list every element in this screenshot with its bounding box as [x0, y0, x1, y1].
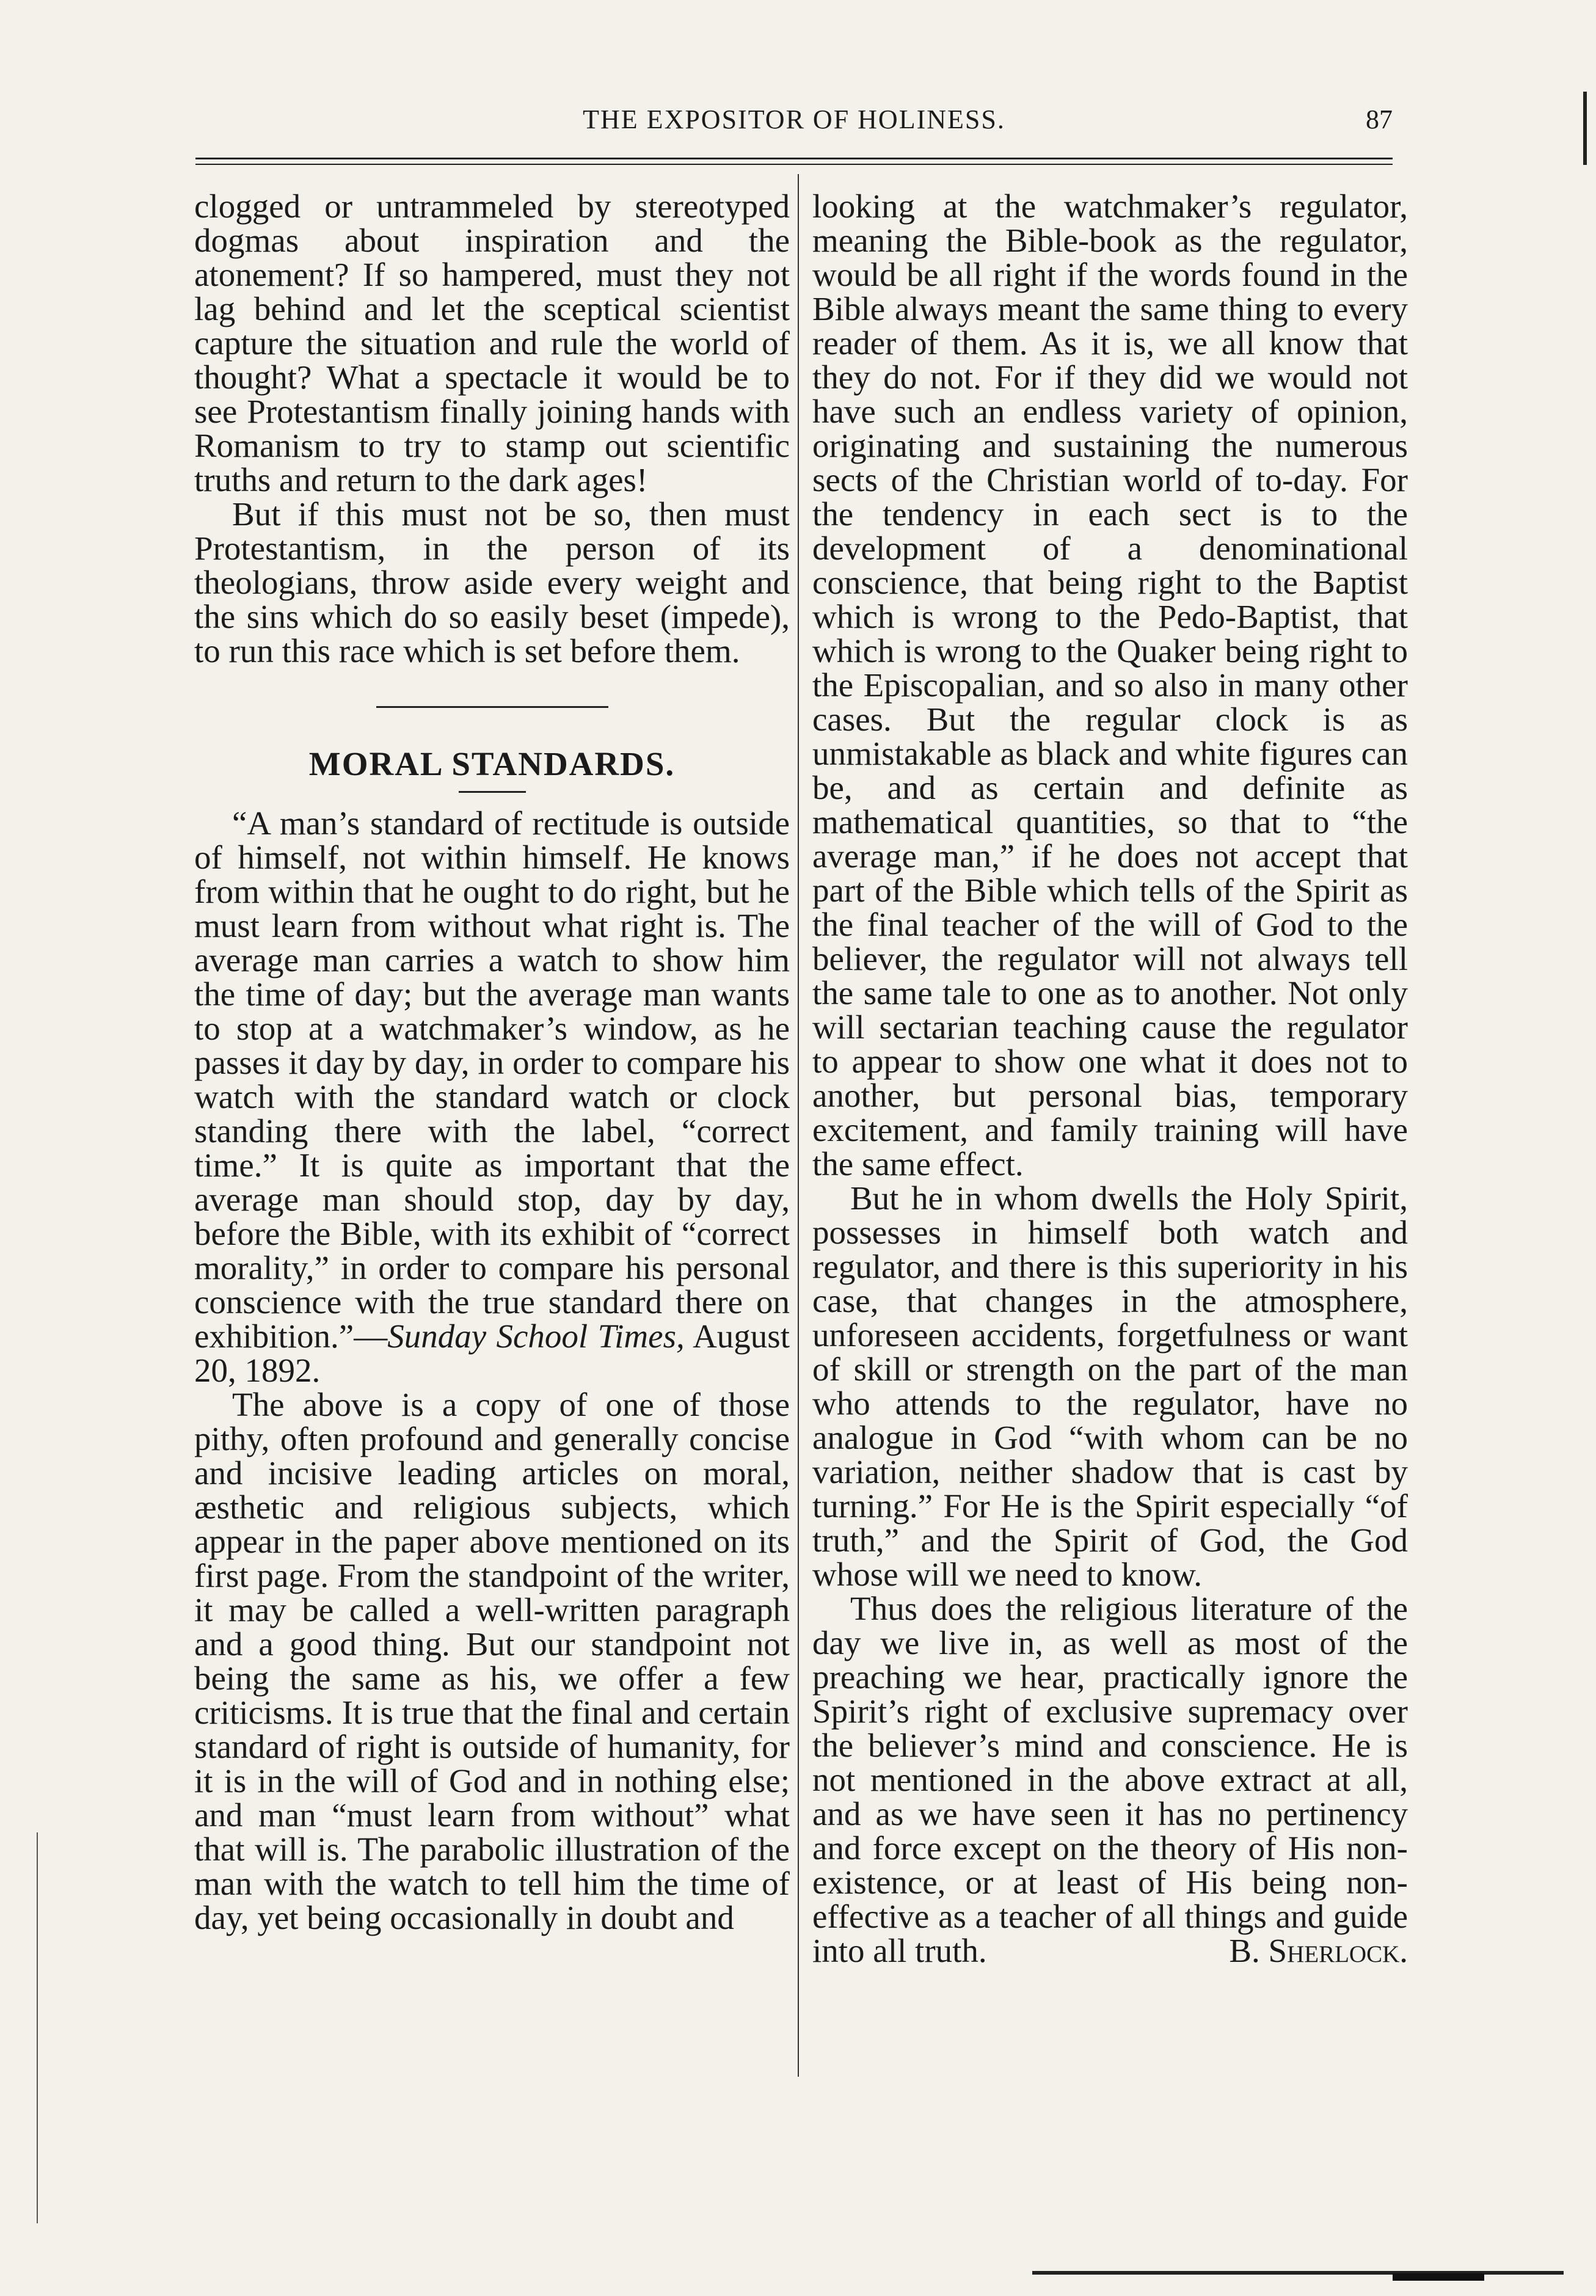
paragraph-continuation: looking at the watchmaker’s regulator, meaning the Bible-book as the regulator, would be all right if the words found in the Bible always meant the same thing to every reader of them. As it is, we all know that they do not. For if they did we would not have such an endless variety of opinion, originating and sustaining the numerous sects of the Christian world of to-day. For the tendency in each sect is to the development of a denominational conscience, that being right to the Baptist which is wrong to the Pedo-Baptist, that which is wrong to the Quaker being right to the Episcopalian, and so also in many other cases. But the regular clock is as unmistakable as black and white figures can be, and as certain and definite as mathematical quantities, so that to “the average man,” if he does not accept that part of the Bible which tells of the Spirit as the final teacher of the will of God to the believer, the regulator will not always tell the same tale to one as to another. Not only will sectarian teaching cause the regulator to appear to show one what it does not to another, but personal bias, temporary excitement, and family training will have the same effect.	[812, 188, 1408, 1183]
page-header	[195, 104, 1393, 147]
paragraph: But if this must not be so, then must Protestantism, in the person of its theologians, throw aside every weight and the sins which do so easily beset (impede), to run this race which is set before them.	[194, 495, 790, 669]
final-text: Thus does the religious literature of the day we live in, as well as most of the preaching we hear, practically ignore the Spirit’s right of exclusive supremacy over the believer’s mind and conscience. He is not mentioned in the above extract at all, and as we have seen it has no pertinency and force except on the theory of His non-existence, or at least of His being non-effective as a teacher of all things and guide into all truth.	[812, 1590, 1408, 1969]
left-column	[194, 189, 790, 1935]
author-signature: B. Sherlock.	[1229, 1932, 1408, 1969]
paragraph: The above is a copy of one of those pithy, often profound and generally concise and incisive leading articles on moral, æsthetic and religious subjects, which appear in the paper above mentioned on its first page. From the standpoint of the writer, it may be called a well-written paragraph and a good thing. But our standpoint not being the same as his, we offer a few criticisms. It is true that the final and certain standard of right is outside of humanity, for it is in the will of God and in nothing else; and man “must learn from without” what that will is. The parabolic illustration of the man with the watch to tell him the time of day, yet being occasionally in doubt and	[194, 1386, 790, 1936]
title-underline	[459, 791, 526, 793]
paragraph-continuation: clogged or untrammeled by stereotyped dogmas about inspiration and the atonement? If so hampered, must they not lag behind and let the sceptical scientist capture the situation and rule the world of thought? What a spectacle it would be to see Protestantism finally joining hands with Romanism to try to stamp out scientific truths and return to the dark ages!	[194, 188, 790, 498]
section-divider	[376, 706, 608, 708]
header-double-rule	[195, 158, 1393, 165]
running-title: THE EXPOSITOR OF HOLINESS.	[583, 104, 1005, 134]
section-title: MORAL STANDARDS.	[308, 745, 676, 782]
scan-corner-mark	[1583, 92, 1587, 165]
page-number: 87	[1366, 104, 1393, 134]
scan-margin-line	[37, 1832, 38, 2223]
quoted-paragraph	[194, 806, 790, 1388]
right-column	[812, 189, 1408, 1968]
source-date: August 20, 1892.	[194, 1317, 790, 1389]
scan-bottom-mark-dark	[1393, 2273, 1484, 2281]
source-title: Sunday School Times,	[387, 1317, 685, 1355]
quote-text: “A man’s standard of rectitude is outside of himself, not within himself. He knows from within that he ought to do right, but he must learn from without what right is. The average man carries a watch to show him the time of day; but the average man wants to stop at a watchmaker’s window, as he passes it day by day, in order to compare his watch with the standard watch or clock standing there with the label, “correct time.” It is quite as important that the average man should stop, day by day, before the Bible, with its exhibit of “correct morality,” in order to compare his personal conscience with the true standard there on exhibition.”—	[194, 804, 790, 1355]
paragraph-final	[812, 1592, 1408, 1968]
column-divider	[798, 174, 799, 2077]
paragraph: But he in whom dwells the Holy Spirit, possesses in himself both watch and regulator, and there is this superiority in his case, that changes in the atmosphere, unforeseen accidents, forgetfulness or want of skill or strength on the part of the man who attends to the regulator, have no analogue in God “with whom can be no variation, neither shadow that is cast by turning.” For He is the Spirit especially “of truth,” and the Spirit of God, the God whose will we need to know.	[812, 1179, 1408, 1593]
